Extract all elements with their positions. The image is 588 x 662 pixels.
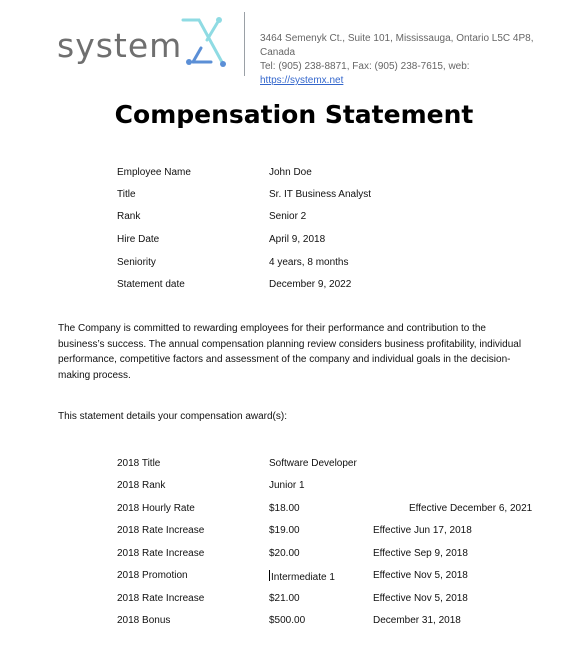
address-line-2: Canada: [260, 47, 296, 58]
award-value: $21.00: [269, 593, 300, 604]
body-paragraph: The Company is committed to rewarding employees for their performance and contribution to the business’s success. The annual compensation planning review considers business profitability, individual performance, competitive factors and assessment of the company and individual goals in the decision-making process.: [58, 323, 522, 381]
company-logo: [57, 16, 227, 76]
award-label: 2018 Promotion: [117, 570, 188, 581]
info-label: Hire Date: [117, 234, 160, 245]
info-value: 4 years, 8 months: [269, 257, 349, 268]
info-label: Title: [117, 189, 136, 200]
awards-intro: This statement details your compensation award(s):: [58, 411, 287, 422]
award-label: 2018 Rate Increase: [117, 548, 205, 559]
phone-line: Tel: (905) 238-8871, Fax: (905) 238-7615, web:: [260, 61, 470, 72]
award-effective: Effective Jun 17, 2018: [373, 525, 472, 536]
info-value: John Doe: [269, 167, 312, 178]
award-effective: Effective Sep 9, 2018: [373, 548, 468, 559]
logo-x-icon: [179, 16, 227, 68]
info-value: December 9, 2022: [269, 279, 352, 290]
website-link[interactable]: https://systemx.net: [260, 75, 344, 86]
award-value: Junior 1: [269, 480, 305, 491]
company-address: [260, 32, 550, 88]
award-value: Intermediate 1: [271, 572, 335, 583]
header-divider: [244, 12, 245, 76]
award-label: 2018 Hourly Rate: [117, 503, 195, 514]
award-label: 2018 Rate Increase: [117, 593, 205, 604]
award-effective: Effective December 6, 2021: [409, 503, 533, 514]
text-cursor: [269, 570, 270, 581]
award-label: 2018 Rate Increase: [117, 525, 205, 536]
award-label: 2018 Rank: [117, 480, 166, 491]
logo-wordmark: system: [57, 26, 183, 65]
info-value: Sr. IT Business Analyst: [269, 189, 372, 200]
award-value: $500.00: [269, 615, 306, 626]
info-value: Senior 2: [269, 211, 307, 222]
award-value: $19.00: [269, 525, 300, 536]
info-label: Rank: [117, 211, 141, 222]
award-effective: Effective Nov 5, 2018: [373, 593, 468, 604]
award-effective: Effective Nov 5, 2018: [373, 570, 468, 581]
award-value-with-cursor[interactable]: [269, 570, 379, 583]
award-value: $18.00: [269, 503, 300, 514]
award-value: $20.00: [269, 548, 300, 559]
info-label: Employee Name: [117, 167, 191, 178]
info-label: Seniority: [117, 257, 156, 268]
award-value: Software Developer: [269, 458, 357, 469]
address-line-1: 3464 Semenyk Ct., Suite 101, Mississauga, Ontario L5C 4P8,: [260, 33, 534, 44]
award-effective: December 31, 2018: [373, 615, 461, 626]
page-title: Compensation Statement: [114, 100, 474, 129]
info-label: Statement date: [117, 279, 185, 290]
info-value: April 9, 2018: [269, 234, 326, 245]
award-label: 2018 Title: [117, 458, 161, 469]
award-label: 2018 Bonus: [117, 615, 171, 626]
